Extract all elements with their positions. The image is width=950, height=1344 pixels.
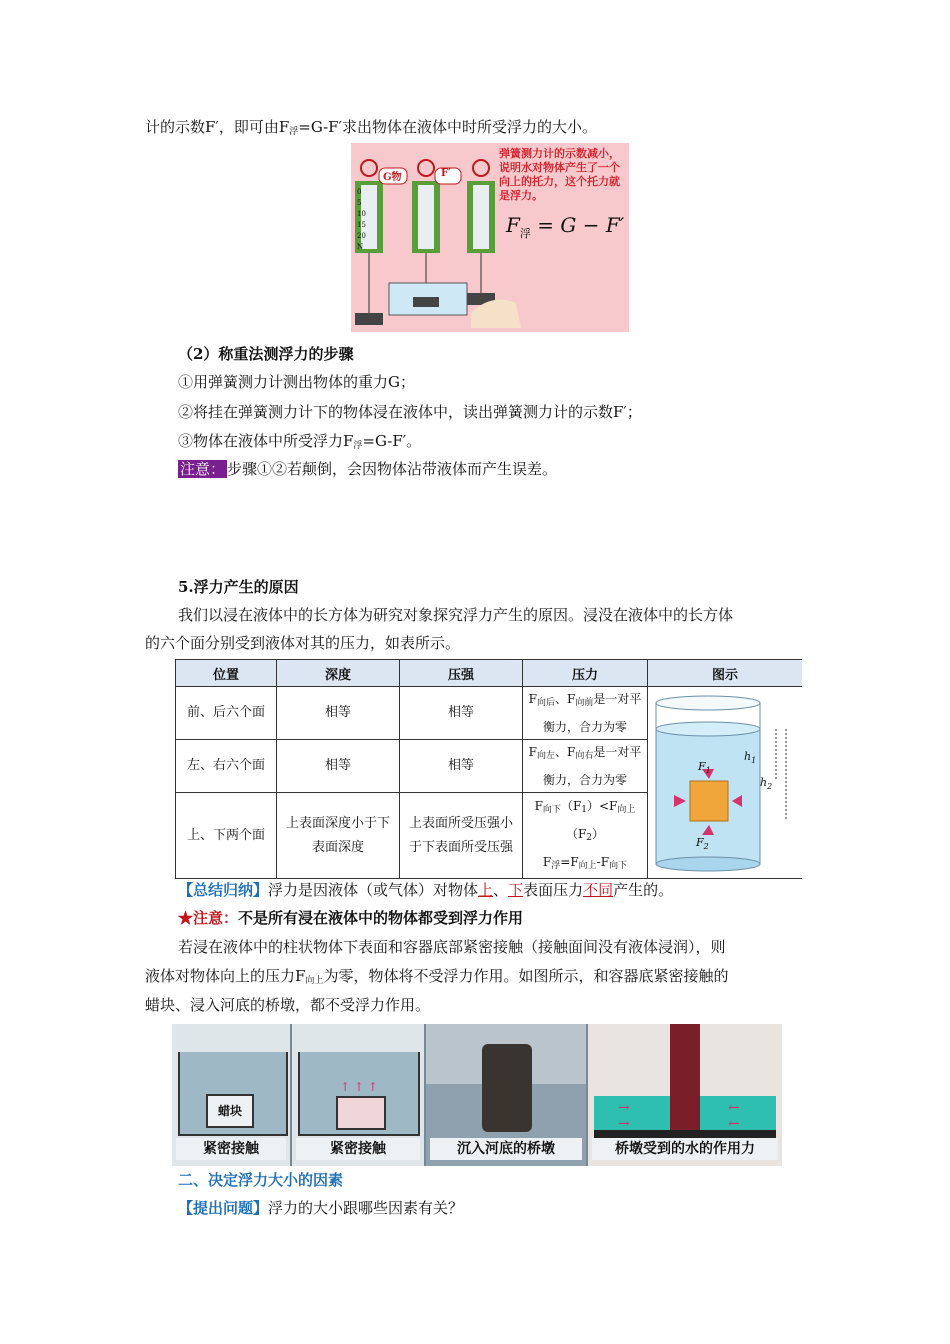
force-sub: 向右 <box>575 751 594 761</box>
cell-depth: 相等 <box>277 740 400 793</box>
summary-text: 表面压力 <box>523 881 584 899</box>
formula-sub: 浮 <box>519 227 531 240</box>
para-sub: 向上 <box>305 976 324 986</box>
cell-force <box>523 687 648 740</box>
force-text: 、F <box>554 692 576 706</box>
summary-tag: 【总结归纳】 <box>178 881 269 899</box>
tick-20: 20 <box>357 232 366 240</box>
note-1-tag: 注意： <box>180 460 226 478</box>
header-figure: 图示 <box>648 660 803 687</box>
note-2-text: 不是所有浸在液体中的物体都受到浮力作用 <box>238 909 524 927</box>
force-text: F <box>534 798 543 813</box>
note-2 <box>178 907 523 929</box>
section5-p1: 我们以浸在液体中的长方体为研究对象探究浮力产生的原因。浸没在液体中的长方体 <box>178 606 734 624</box>
force-text: 是一对平衡力，合力为零 <box>542 745 642 787</box>
summary-text: 、 <box>493 881 509 899</box>
table-row <box>176 687 803 740</box>
para-l1: 若浸在液体中的柱状物体下表面和容器底部紧密接触（接触面间没有液体浸润），则 <box>178 938 726 956</box>
force-text: F <box>542 854 552 869</box>
question-line <box>178 1197 463 1219</box>
intro-line <box>145 116 597 143</box>
cell-pos: 前、后六个面 <box>176 687 277 740</box>
cell-figure <box>648 687 803 879</box>
summary-text: 浮力是因液体（或气体）对物体 <box>268 881 479 899</box>
panel-wax <box>172 1024 290 1166</box>
formula-rest: = G − F′ <box>530 213 625 237</box>
force-sub: 2 <box>586 832 593 843</box>
intro-text-1: 计的示数F′，即可由F <box>145 118 290 136</box>
step-3-text-2: =G-F′。 <box>362 432 422 450</box>
panel-label: 沉入河底的桥墩 <box>430 1138 582 1160</box>
tick-0: 0 <box>357 188 362 196</box>
cell-press: 相等 <box>400 687 523 740</box>
para-l3: 蜡块、浸入河底的桥墩，都不受浮力作用。 <box>145 996 431 1014</box>
f1-sub: 1 <box>705 765 711 775</box>
force-sub: 向上 <box>578 860 597 871</box>
cell-pos: 上、下两个面 <box>176 793 277 879</box>
formula-f: F <box>506 213 520 237</box>
force-sub: 向左 <box>536 751 555 761</box>
intro-text-2: =G-F′求出物体在液体中时所受浮力的大小。 <box>298 118 597 136</box>
force-sub: 浮 <box>551 860 561 871</box>
label-f2 <box>696 831 709 859</box>
note-2-star: ★注意： <box>178 909 239 927</box>
step-3-text-1: ③物体在液体中所受浮力F <box>178 432 354 450</box>
panel-force: → → ← ← 桥墩受到的水的作用力 <box>588 1024 782 1166</box>
force-text: ） <box>592 826 605 841</box>
force-sub: 向下 <box>542 804 561 815</box>
question-tag: 【提出问题】 <box>178 1199 269 1217</box>
para-text: 为零，物体将不受浮力作用。如图所示，和容器底紧密接触的 <box>323 967 729 985</box>
cell-pos: 左、右六个面 <box>176 740 277 793</box>
h2-sub: 2 <box>767 781 773 791</box>
panel-contact: ↑ ↑ ↑ 紧密接触 <box>292 1024 424 1166</box>
para-l2 <box>145 965 728 992</box>
tick-15: 15 <box>357 221 366 229</box>
force-text: -F <box>596 854 610 869</box>
force-text: ）<F <box>587 798 618 813</box>
cell-depth: 相等 <box>277 687 400 740</box>
section2-heading: 二、决定浮力大小的因素 <box>178 1171 344 1189</box>
cell-press: 上表面所受压强小于下表面所受压强 <box>400 793 523 879</box>
force-text: 是一对平衡力，合力为零 <box>542 692 642 734</box>
force-sub: 向上 <box>617 804 636 815</box>
panel-label: 桥墩受到的水的作用力 <box>592 1138 778 1160</box>
fig1-caption: 弹簧测力计的示数减小，说明水对物体产生了一个向上的托力，这个托力就是浮力。 <box>499 147 620 202</box>
cell-press: 相等 <box>400 740 523 793</box>
step-heading: （2）称重法测浮力的步骤 <box>178 345 354 363</box>
force-text: F <box>528 692 537 706</box>
panel-label: 紧密接触 <box>176 1138 286 1160</box>
f2-sub: 2 <box>703 841 709 851</box>
summary-underline: 上 <box>478 881 494 899</box>
cell-force <box>523 793 648 879</box>
tick-unit: N <box>357 243 364 251</box>
force-sub: 1 <box>581 804 587 815</box>
h2-text: h <box>760 775 768 789</box>
summary-line <box>178 879 673 901</box>
panel-bridge-photo <box>426 1024 586 1166</box>
f2-text: F <box>696 835 704 849</box>
header-force: 压力 <box>523 660 648 687</box>
label-h2 <box>760 771 772 799</box>
force-text: =F <box>560 854 579 869</box>
header-position: 位置 <box>176 660 277 687</box>
force-sub: 向后 <box>536 698 555 708</box>
intro-sub: 浮 <box>289 127 299 137</box>
force-text: （F <box>565 826 587 841</box>
force-text: F <box>528 745 537 759</box>
summary-underline: 下 <box>508 881 524 899</box>
pressure-table <box>175 659 802 879</box>
step-2: ②将挂在弹簧测力计下的物体浸在液体中，读出弹簧测力计的示数F′； <box>178 403 642 421</box>
step-3 <box>178 430 421 457</box>
note-1-text: 步骤①②若颠倒，会因物体沾带液体而产生误差。 <box>227 460 558 478</box>
section5-p2: 的六个面分别受到液体对其的压力，如表所示。 <box>145 634 461 652</box>
step-1: ①用弹簧测力计测出物体的重力G； <box>178 373 415 391</box>
tick-10: 10 <box>357 210 366 218</box>
summary-underline: 不同 <box>583 881 614 899</box>
para-text: 液体对物体向上的压力F <box>145 967 306 985</box>
g-label: G物 <box>383 172 402 183</box>
force-sub: 向前 <box>575 698 594 708</box>
tick-labels <box>357 187 366 253</box>
cell-depth: 上表面深度小于下表面深度 <box>277 793 400 879</box>
question-text: 浮力的大小跟哪些因素有关？ <box>268 1199 464 1217</box>
table-header-row <box>176 660 803 687</box>
fprime-label: F′ <box>441 168 451 179</box>
tick-5: 5 <box>357 199 362 207</box>
force-sub: 向下 <box>609 860 628 871</box>
section5-heading: 5.浮力产生的原因 <box>178 578 299 596</box>
summary-text: 产生的。 <box>613 881 674 899</box>
spring-scale-figure <box>351 143 629 332</box>
f1-text: F <box>698 759 706 773</box>
bridge-pier-strip <box>172 1024 782 1166</box>
note-1 <box>178 458 557 480</box>
force-text: （F <box>560 798 582 813</box>
cell-force <box>523 740 648 793</box>
wax-block: 蜡块 <box>206 1094 254 1128</box>
fig1-formula <box>506 213 624 241</box>
label-f1 <box>698 755 711 783</box>
header-pressure: 压强 <box>400 660 523 687</box>
force-text: 、F <box>554 745 576 759</box>
h1-text: h <box>744 749 752 763</box>
panel-label: 紧密接触 <box>296 1138 420 1160</box>
step-3-sub: 浮 <box>353 441 363 451</box>
h1-sub: 1 <box>751 755 757 765</box>
header-depth: 深度 <box>277 660 400 687</box>
label-h1 <box>744 745 756 773</box>
